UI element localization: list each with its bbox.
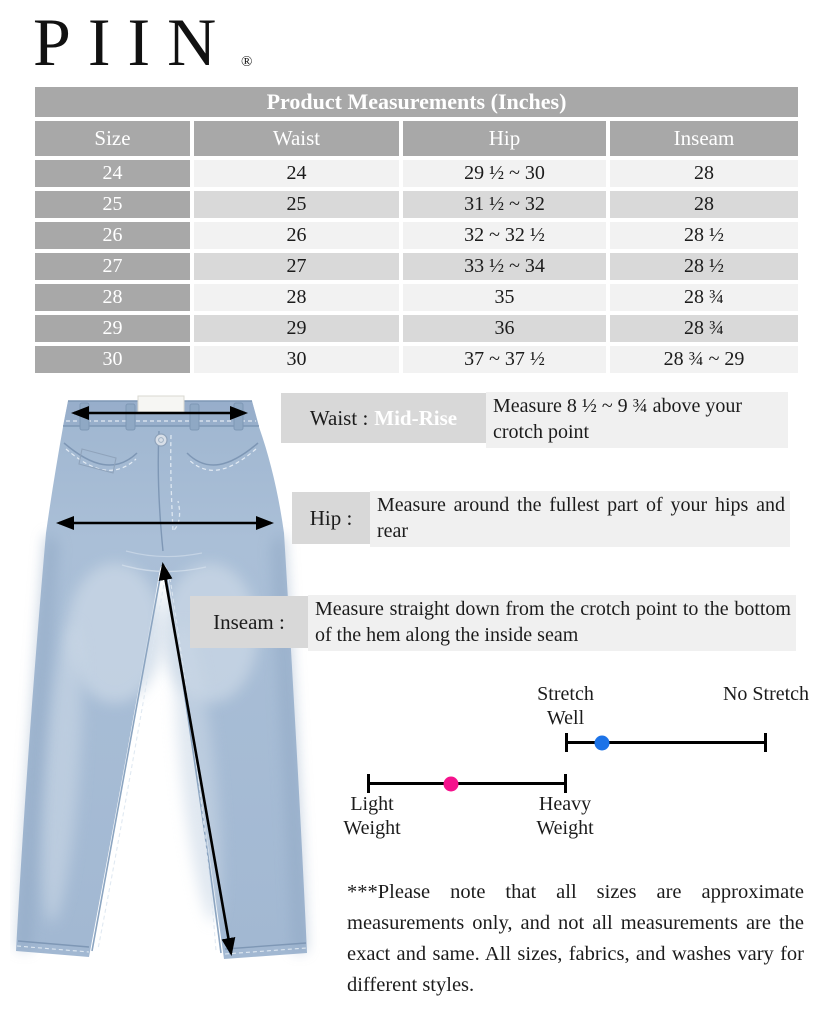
column-header-waist: Waist bbox=[194, 121, 399, 156]
size-cell: 25 bbox=[35, 191, 190, 218]
stretch-slider-left-cap bbox=[565, 733, 568, 752]
table-title: Product Measurements (Inches) bbox=[35, 87, 798, 117]
stretch-slider bbox=[565, 741, 767, 744]
jeans-product-image bbox=[10, 393, 320, 993]
hip-cell: 32 ~ 32 ½ bbox=[403, 222, 606, 249]
jeans-illustration bbox=[16, 396, 307, 959]
inseam-cell: 28 ¾ ~ 29 bbox=[610, 346, 798, 373]
waist-cell: 26 bbox=[194, 222, 399, 249]
column-header-size: Size bbox=[35, 121, 190, 156]
inseam-label: Inseam : bbox=[213, 609, 285, 634]
waist-description: Measure 8 ½ ~ 9 ¾ above your crotch point bbox=[486, 392, 788, 448]
stretch-slider-right-label: No Stretch bbox=[722, 683, 810, 705]
hip-cell: 29 ½ ~ 30 bbox=[403, 160, 606, 187]
rise-fit-badge: Mid-Rise bbox=[374, 405, 458, 430]
stretch-slider-left-label: Stretch Well bbox=[537, 683, 594, 729]
stretch-slider-right-cap bbox=[764, 733, 767, 752]
waist-label-box bbox=[281, 393, 486, 443]
size-cell: 30 bbox=[35, 346, 190, 373]
hip-label: Hip : bbox=[309, 505, 353, 530]
waist-cell: 30 bbox=[194, 346, 399, 373]
size-cell: 29 bbox=[35, 315, 190, 342]
weight-slider-right-cap bbox=[564, 774, 567, 793]
weight-slider-left-label: Light Weight bbox=[343, 793, 401, 839]
hip-cell: 33 ½ ~ 34 bbox=[403, 253, 606, 280]
waist-cell: 24 bbox=[194, 160, 399, 187]
waist-cell: 28 bbox=[194, 284, 399, 311]
column-header-hip: Hip bbox=[403, 121, 606, 156]
waist-cell: 25 bbox=[194, 191, 399, 218]
column-header-inseam: Inseam bbox=[610, 121, 798, 156]
inseam-cell: 28 bbox=[610, 160, 798, 187]
waistband-tag bbox=[138, 396, 184, 412]
inseam-cell: 28 ¾ bbox=[610, 315, 798, 342]
inseam-label-box bbox=[190, 596, 308, 648]
brand-logo: PIIN bbox=[33, 4, 234, 80]
inseam-description: Measure straight down from the crotch point to the bottom of the hem along the inside seam bbox=[308, 595, 796, 651]
jeans-button bbox=[155, 434, 167, 446]
hip-description: Measure around the fullest part of your hips and rear bbox=[370, 491, 790, 547]
weight-slider bbox=[367, 782, 567, 785]
waist-cell: 27 bbox=[194, 253, 399, 280]
size-cell: 28 bbox=[35, 284, 190, 311]
hip-cell: 31 ½ ~ 32 bbox=[403, 191, 606, 218]
registered-trademark-icon: ® bbox=[241, 54, 253, 70]
inseam-cell: 28 ¾ bbox=[610, 284, 798, 311]
inseam-cell: 28 bbox=[610, 191, 798, 218]
size-cell: 26 bbox=[35, 222, 190, 249]
inseam-cell: 28 ½ bbox=[610, 253, 798, 280]
stretch-indicator-dot bbox=[594, 735, 609, 750]
weight-slider-right-label: Heavy Weight bbox=[536, 793, 594, 839]
waist-label: Waist : bbox=[309, 405, 369, 430]
waist-cell: 29 bbox=[194, 315, 399, 342]
weight-slider-left-cap bbox=[367, 774, 370, 793]
inseam-cell: 28 ½ bbox=[610, 222, 798, 249]
hip-cell: 36 bbox=[403, 315, 606, 342]
disclaimer-note: ***Please note that all sizes are approximate measurements only, and not all measurements are the exact and same. All sizes, fabrics, and washes vary for different styles. bbox=[347, 881, 804, 996]
weight-indicator-dot bbox=[444, 776, 459, 791]
measurements-table bbox=[35, 87, 800, 373]
size-cell: 27 bbox=[35, 253, 190, 280]
hip-label-box bbox=[292, 492, 370, 544]
hip-cell: 35 bbox=[403, 284, 606, 311]
hip-cell: 37 ~ 37 ½ bbox=[403, 346, 606, 373]
size-cell: 24 bbox=[35, 160, 190, 187]
